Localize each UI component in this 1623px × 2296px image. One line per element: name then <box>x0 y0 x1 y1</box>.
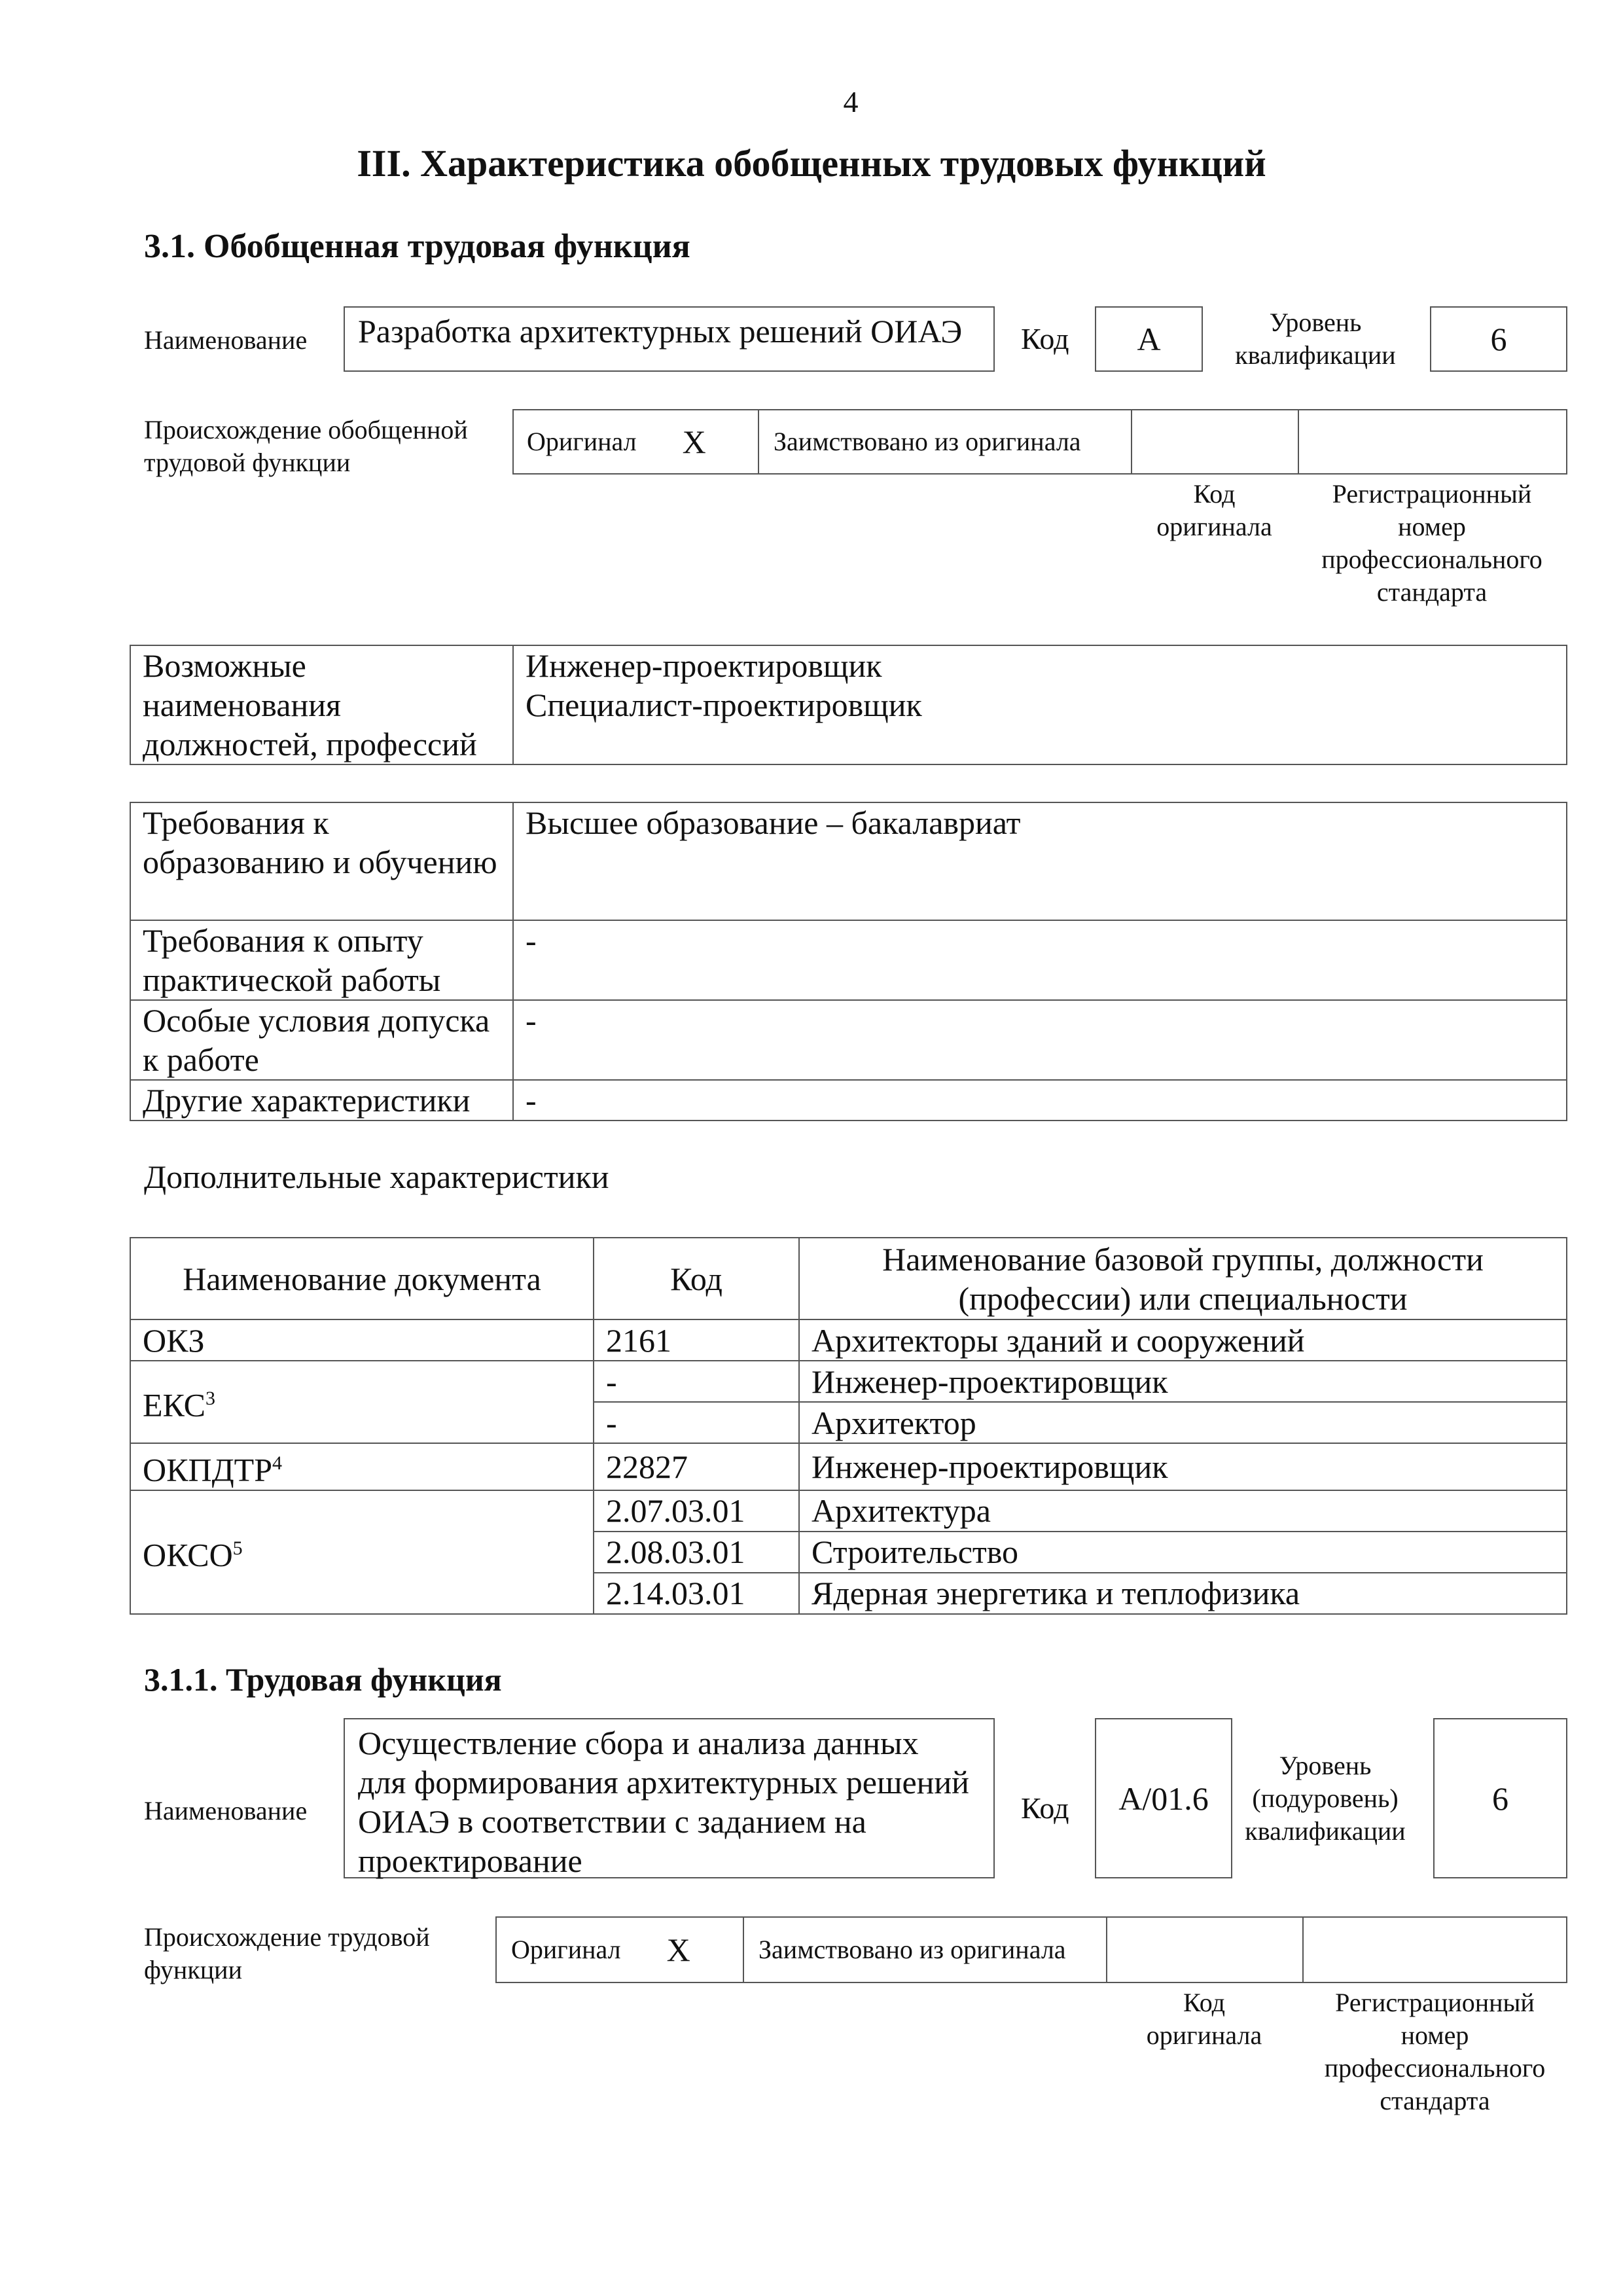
gtf-name-value: Разработка архитектурных решений ОИАЭ <box>358 313 963 350</box>
positions-value-cell <box>513 645 1567 764</box>
footnote-ref: 5 <box>232 1537 243 1560</box>
caption-line: оригинала <box>1156 512 1272 541</box>
tf-original-cell <box>497 1918 744 1982</box>
tf-original-label: Оригинал <box>511 1935 621 1964</box>
positions-table <box>130 645 1567 765</box>
section-title: III. Характеристика обобщенных трудовых функций <box>357 142 1266 185</box>
doc-okpdtr: ОКПДТР <box>143 1451 273 1488</box>
tf-code-orig-cell <box>1107 1918 1304 1982</box>
code-value: - <box>606 1363 617 1400</box>
code-value: 2.07.03.01 <box>606 1492 745 1530</box>
name-cell <box>799 1402 1567 1443</box>
additional-heading: Дополнительные характеристики <box>144 1158 609 1195</box>
gtf-borrowed-label: Заимствовано из оригинала <box>774 427 1081 456</box>
code-cell <box>594 1443 799 1490</box>
req-label: Требования к образованию и обучению <box>143 804 497 880</box>
name-value: Инженер-проектировщик <box>812 1448 1168 1485</box>
tf-origin-label-line: Происхождение трудовой <box>144 1922 430 1952</box>
footnote-ref: 4 <box>272 1452 283 1474</box>
code-value: 2.08.03.01 <box>606 1534 745 1571</box>
code-cell <box>594 1319 799 1361</box>
tf-origin-table <box>495 1916 1567 1983</box>
requirements-table <box>130 802 1567 1121</box>
gtf-origin-label <box>144 414 468 479</box>
col-header-doc-text: Наименование документа <box>183 1260 541 1297</box>
tf-name-line: Осуществление сбора и анализа данных <box>358 1725 919 1761</box>
page-number: 4 <box>843 85 859 118</box>
name-value: Строительство <box>812 1534 1019 1571</box>
col-header-name-text: Наименование базовой группы, должности (профессии) или специальности <box>882 1240 1484 1317</box>
gtf-original-label: Оригинал <box>527 427 637 456</box>
gtf-heading: 3.1. Обобщенная трудовая функция <box>144 228 690 265</box>
doc-cell-okpdtr <box>130 1443 594 1490</box>
positions-label-cell <box>130 645 513 764</box>
name-cell <box>799 1490 1567 1532</box>
req-label-cell <box>130 1080 513 1121</box>
req-value: - <box>526 1082 537 1119</box>
tf-level-label-line: (подуровень) <box>1252 1784 1399 1813</box>
tf-code-value: A/01.6 <box>1118 1780 1209 1817</box>
doc-cell-okz <box>130 1319 594 1361</box>
caption-line: стандарта <box>1376 577 1488 607</box>
code-value: 2.14.03.01 <box>606 1575 745 1612</box>
tf-heading: 3.1.1. Трудовая функция <box>144 1661 502 1698</box>
tf-name-line: для формирования архитектурных решений <box>358 1764 969 1801</box>
req-value: Высшее образование – бакалавриат <box>526 804 1021 841</box>
name-cell <box>799 1443 1567 1490</box>
req-label: Особые условия допуска к работе <box>143 1002 490 1078</box>
tf-name-line: ОИАЭ в соответствии с заданием на <box>358 1803 866 1840</box>
tf-reg-cell <box>1304 1918 1566 1982</box>
caption-line: профессионального <box>1321 545 1543 574</box>
code-cell <box>594 1490 799 1532</box>
gtf-reg-cell <box>1299 410 1566 473</box>
req-value-cell <box>513 920 1567 1000</box>
gtf-level-value: 6 <box>1490 321 1507 357</box>
tf-reg-caption <box>1302 1986 1567 2117</box>
tf-level-label <box>1234 1749 1417 1848</box>
req-label: Другие характеристики <box>143 1082 471 1119</box>
tf-borrowed-label: Заимствовано из оригинала <box>758 1935 1066 1964</box>
tf-level-box <box>1433 1718 1567 1878</box>
req-label-cell <box>130 1000 513 1080</box>
caption-line: профессионального <box>1324 2053 1546 2083</box>
positions-value: Специалист-проектировщик <box>526 687 922 723</box>
tf-original-mark: X <box>666 1931 690 1968</box>
tf-level-label-line: квалификации <box>1245 1816 1406 1846</box>
gtf-name-label: Наименование <box>144 325 308 355</box>
caption-line: Код <box>1193 479 1236 509</box>
code-value: 2161 <box>606 1321 671 1359</box>
req-value-cell <box>513 1000 1567 1080</box>
additional-table <box>130 1237 1567 1615</box>
gtf-code-box <box>1095 306 1203 372</box>
caption-line: номер <box>1398 512 1466 541</box>
gtf-level-label <box>1227 306 1404 372</box>
positions-label: Возможные наименования должностей, профессий <box>143 647 477 762</box>
gtf-origin-label-line: трудовой функции <box>144 448 351 477</box>
name-cell <box>799 1361 1567 1402</box>
tf-origin-label-line: функции <box>144 1955 242 1984</box>
name-value: Архитектура <box>812 1492 991 1530</box>
gtf-level-box <box>1430 306 1567 372</box>
positions-value: Инженер-проектировщик <box>526 647 882 684</box>
doc-okz: ОКЗ <box>143 1321 205 1359</box>
gtf-code-label: Код <box>1021 322 1069 355</box>
col-header-code-text: Код <box>670 1260 722 1297</box>
gtf-reg-caption <box>1298 478 1566 609</box>
name-value: Архитекторы зданий и сооружений <box>812 1321 1305 1359</box>
tf-origin-label <box>144 1921 430 1986</box>
name-value: Инженер-проектировщик <box>812 1363 1168 1400</box>
col-header-name <box>799 1238 1567 1319</box>
doc-cell-eks <box>130 1361 594 1443</box>
gtf-level-label-line: Уровень <box>1269 308 1362 337</box>
col-header-code <box>594 1238 799 1319</box>
gtf-name-box <box>344 306 995 372</box>
req-value-cell <box>513 802 1567 920</box>
caption-line: Код <box>1183 1988 1225 2017</box>
gtf-level-label-line: квалификации <box>1235 340 1396 370</box>
tf-name-line: проектирование <box>358 1842 582 1879</box>
req-value: - <box>526 922 537 959</box>
req-value: - <box>526 1002 537 1039</box>
doc-cell-okso <box>130 1490 594 1614</box>
caption-line: Регистрационный <box>1332 479 1532 509</box>
gtf-original-mark: X <box>682 423 706 460</box>
caption-line: номер <box>1400 2020 1469 2050</box>
req-value-cell <box>513 1080 1567 1121</box>
gtf-origin-label-line: Происхождение обобщенной <box>144 415 468 444</box>
gtf-original-cell <box>514 410 759 473</box>
name-value: Архитектор <box>812 1404 976 1441</box>
tf-level-label-line: Уровень <box>1279 1751 1372 1780</box>
req-label: Требования к опыту практической работы <box>143 922 441 998</box>
tf-name-box <box>344 1718 995 1878</box>
name-cell <box>799 1319 1567 1361</box>
code-cell <box>594 1361 799 1402</box>
doc-okso: ОКСО <box>143 1536 233 1573</box>
gtf-borrowed-cell <box>759 410 1132 473</box>
footnote-ref: 3 <box>205 1388 215 1410</box>
code-value: 22827 <box>606 1448 688 1485</box>
req-label-cell <box>130 920 513 1000</box>
tf-name-label: Наименование <box>144 1796 308 1825</box>
code-cell <box>594 1532 799 1573</box>
req-label-cell <box>130 802 513 920</box>
tf-code-box <box>1095 1718 1232 1878</box>
caption-line: Регистрационный <box>1335 1988 1535 2017</box>
doc-eks: ЕКС <box>143 1386 205 1424</box>
gtf-code-value: А <box>1137 321 1161 357</box>
tf-code-label: Код <box>1021 1791 1069 1825</box>
code-cell <box>594 1402 799 1443</box>
caption-line: оригинала <box>1146 2020 1262 2050</box>
gtf-code-orig-caption <box>1131 478 1298 543</box>
tf-code-orig-caption <box>1106 1986 1302 2052</box>
tf-borrowed-cell <box>744 1918 1107 1982</box>
code-value: - <box>606 1404 617 1441</box>
gtf-origin-table <box>512 409 1567 475</box>
tf-level-value: 6 <box>1492 1780 1508 1817</box>
name-cell <box>799 1532 1567 1573</box>
code-cell <box>594 1573 799 1614</box>
name-value: Ядерная энергетика и теплофизика <box>812 1575 1300 1612</box>
name-cell <box>799 1573 1567 1614</box>
col-header-doc <box>130 1238 594 1319</box>
gtf-code-orig-cell <box>1132 410 1299 473</box>
caption-line: стандарта <box>1380 2086 1490 2115</box>
